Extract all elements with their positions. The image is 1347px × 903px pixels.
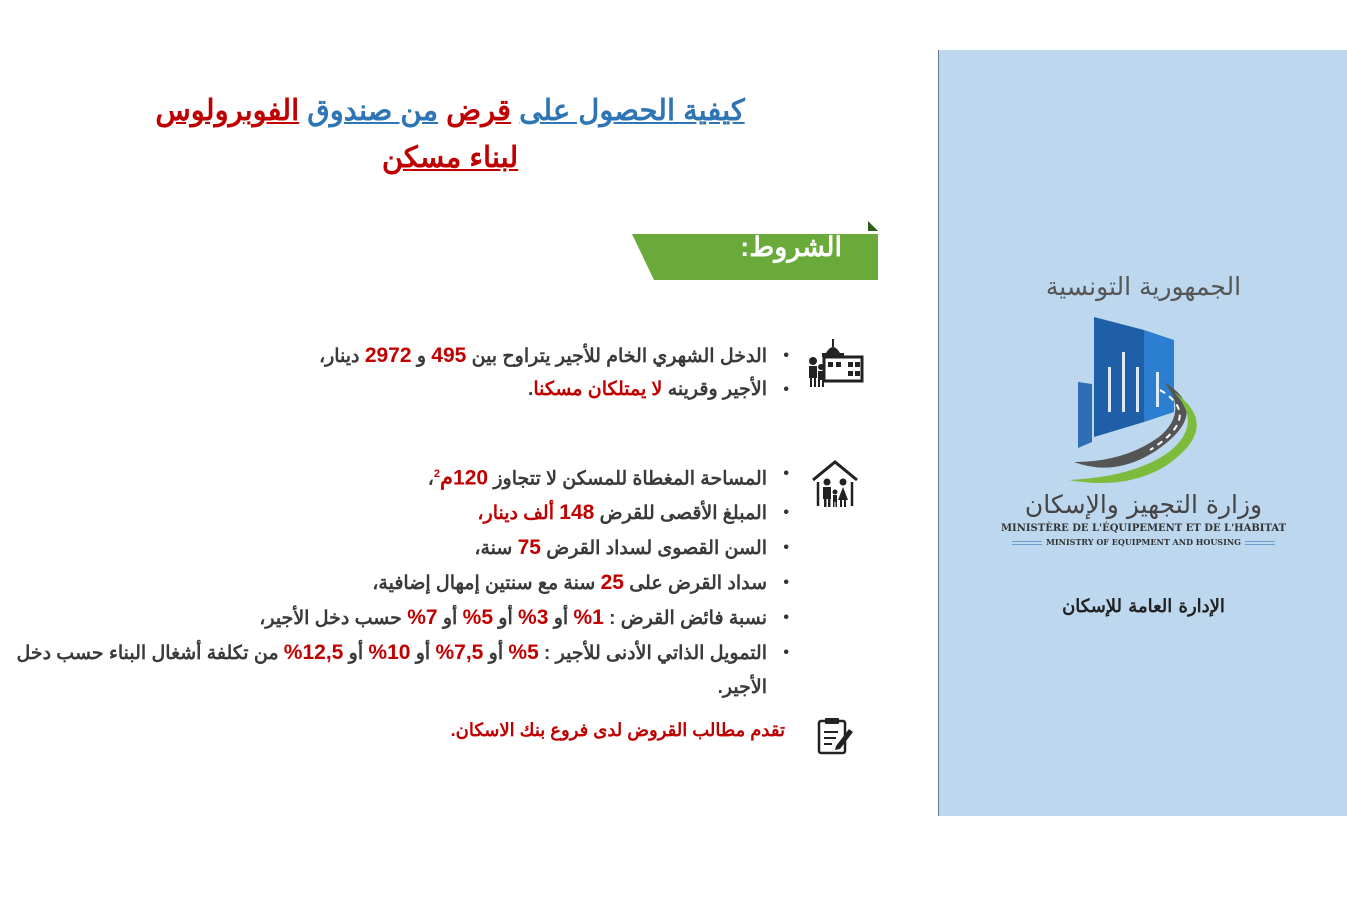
- conditions-group-loan: [10, 457, 795, 705]
- ministry-name-fr: MINISTÈRE DE L'ÉQUIPEMENT ET DE L'HABITAT: [1000, 523, 1287, 534]
- ministry-name-ar: وزارة التجهيز والإسكان: [1024, 490, 1263, 519]
- condition-area: • المساحة المغطاة للمسكن لا تتجاوز 120م$^2$،: [10, 457, 767, 496]
- title-part: لبناء مسكن: [381, 142, 519, 174]
- divider: [1245, 541, 1275, 545]
- ministry-panel: [938, 50, 1347, 816]
- title-part: كيفية الحصول على: [519, 95, 745, 127]
- republic-label: الجمهورية التونسية: [1045, 272, 1242, 301]
- form-edit-icon: [814, 716, 854, 756]
- home-family-icon: [810, 458, 860, 510]
- condition-income: • الدخل الشهري الخام للأجير يتراوح بين 495 و 2972 دينار،: [180, 339, 767, 373]
- title-part: الفوبرولوس: [155, 95, 300, 127]
- ministry-logo: [1064, 312, 1224, 492]
- title-part: قرض: [446, 95, 512, 127]
- family-house-icon: [806, 337, 864, 389]
- ministry-name-en: MINISTRY OF EQUIPMENT AND HOUSING: [1046, 537, 1241, 547]
- application-note: تقدم مطالب القروض لدى فروع بنك الاسكان.: [450, 720, 785, 740]
- condition-self-financing: • التمويل الذاتي الأدنى للأجير : 5% أو 7,5% أو 10% أو 12,5% من تكلفة أشغال البناء حسب دخل الأجير.: [10, 636, 767, 705]
- conditions-group-income: [180, 339, 795, 406]
- condition-no-property: • الأجير وقرينه لا يمتلكان مسكنا.: [180, 373, 767, 406]
- department-name: الإدارة العامة للإسكان: [1062, 596, 1225, 617]
- ministry-name-en-row: [939, 537, 1347, 547]
- page-title: [100, 88, 800, 182]
- divider: [1012, 541, 1042, 545]
- conditions-header: الشروط:: [740, 232, 842, 262]
- condition-repayment: • سداد القرض على 25 سنة مع سنتين إمهال إضافية،: [10, 566, 767, 601]
- title-part: من صندوق: [307, 95, 439, 127]
- condition-max-age: • السن القصوى لسداد القرض 75 سنة،: [10, 531, 767, 566]
- condition-interest-rate: • نسبة فائض القرض : 1% أو 3% أو 5% أو 7% حسب دخل الأجير،: [10, 601, 767, 636]
- condition-max-amount: • المبلغ الأقصى للقرض 148 ألف دينار،: [10, 496, 767, 531]
